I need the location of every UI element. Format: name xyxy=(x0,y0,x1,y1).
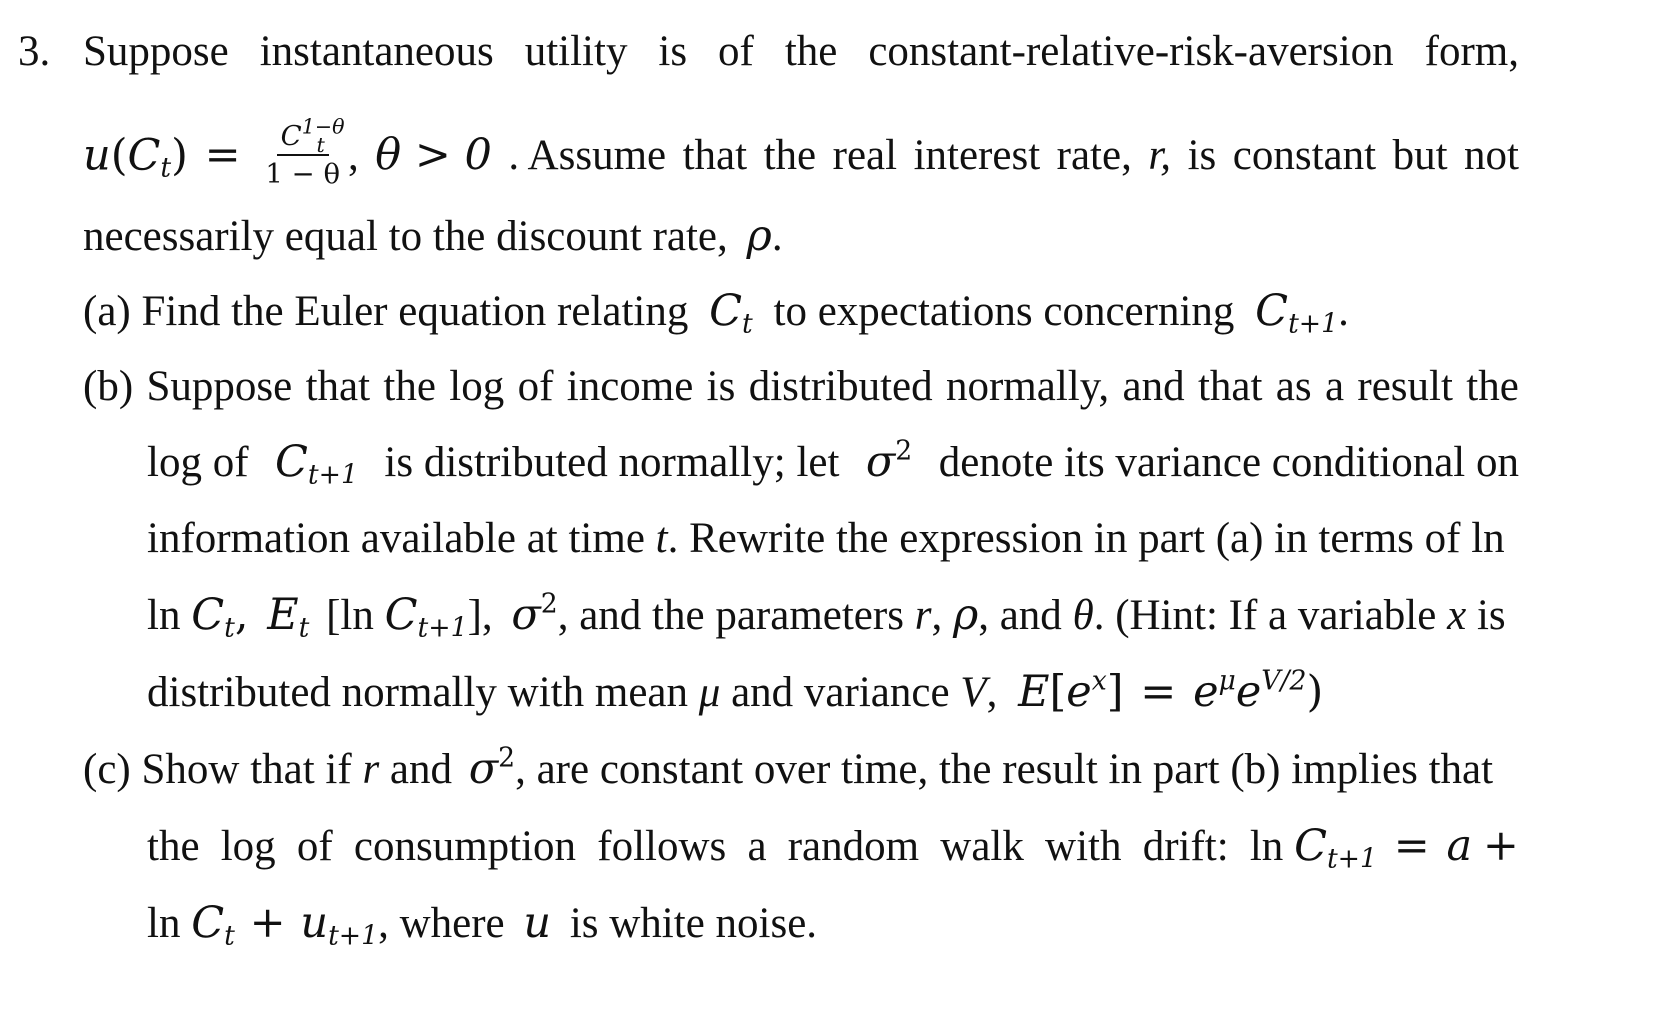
equals-sign: = xyxy=(204,130,241,181)
word: not xyxy=(1464,132,1519,180)
word: form, xyxy=(1424,28,1519,75)
word: utility xyxy=(524,28,628,75)
word: log xyxy=(220,823,276,870)
part-c-line-1: (c) Show that if r and $\sigma^2$, are constant over time, the result in part (b) implies that xyxy=(83,742,1494,794)
part-a-text: (a) Find the Euler equation relating xyxy=(83,288,689,335)
word: and xyxy=(1122,363,1185,410)
word: instantaneous xyxy=(259,28,494,75)
word: distributed xyxy=(748,363,933,410)
word: normally, xyxy=(945,363,1110,410)
word: is xyxy=(658,28,688,75)
intro-line-2 xyxy=(83,114,1519,193)
u-symbol: u xyxy=(83,130,111,181)
c-symbol: C xyxy=(1255,286,1289,336)
utility-function xyxy=(83,114,359,193)
expectation-symbol: E xyxy=(267,590,299,640)
t-variable: t xyxy=(655,515,668,562)
fraction-numerator: $C^{1-\theta}_t$ xyxy=(277,122,329,156)
word: that xyxy=(682,132,748,180)
word: of xyxy=(517,363,554,410)
crra-fraction xyxy=(261,114,345,190)
word: the xyxy=(763,132,817,180)
part-b-line-2-c: denote its variance conditional on xyxy=(938,439,1519,486)
intro-line-1 xyxy=(83,30,1519,73)
word: (b) xyxy=(83,363,134,410)
part-a: (a) Find the Euler equation relating $C_t$ to expectations concerning $C_{t+1}$. xyxy=(83,286,1349,340)
fraction-denominator: 1 − θ xyxy=(265,157,341,190)
word: the xyxy=(147,823,200,870)
word: Suppose xyxy=(83,28,229,75)
c-t-plus-1: $C_{t+1}$ xyxy=(275,437,358,491)
part-b-line-3-a: information available at time xyxy=(147,515,645,562)
word: interest xyxy=(913,132,1041,180)
paren-open: ( xyxy=(110,130,128,181)
word: is xyxy=(1187,132,1217,180)
comma: , xyxy=(348,132,359,180)
rho-symbol: ρ xyxy=(746,211,772,261)
word: that xyxy=(305,363,371,410)
hint-formula: $E[e^x] = e^\mu e^{V/2}$) xyxy=(1018,665,1324,717)
word: consumption xyxy=(353,823,577,870)
word: result xyxy=(1357,363,1453,410)
word: is xyxy=(706,363,736,410)
theta-condition: θ > 0 xyxy=(375,130,492,181)
word: the xyxy=(784,28,838,75)
random-walk-formula: $\ln C_{t+1} = a$ + xyxy=(1249,821,1519,875)
word: constant xyxy=(1232,132,1377,180)
sigma-squared: $\sigma^2$ xyxy=(865,435,913,487)
word: of xyxy=(296,823,333,870)
word: a xyxy=(1324,363,1345,410)
paren-close: ) xyxy=(171,130,188,181)
word: with xyxy=(1045,823,1122,870)
part-a-middle: to expectations concerning xyxy=(773,288,1235,335)
word: the xyxy=(1466,363,1519,410)
part-c-line-3: $\ln C_t + u_{t+1}$, where u is white noise. xyxy=(147,898,818,952)
part-b-line-3-b: . Rewrite the expression in part (a) in terms of ln xyxy=(667,515,1505,562)
t-subscript: t xyxy=(160,152,172,184)
part-b-line-4: $\ln C_t$, $E_t$ [ln $C_{t+1}$], $\sigma^2$, and the parameters r, ρ, and θ. (Hint: If a variable x is xyxy=(147,588,1506,644)
part-b-line-2 xyxy=(147,435,1519,491)
word: rate, xyxy=(1056,132,1132,180)
word: drift: xyxy=(1142,823,1229,870)
word: r, xyxy=(1148,132,1172,180)
word: . Assume xyxy=(508,132,667,180)
question-number xyxy=(18,30,50,73)
word: real xyxy=(832,132,898,180)
word: that xyxy=(1197,363,1263,410)
word: random xyxy=(787,823,920,870)
word: of xyxy=(718,28,754,75)
part-b-line-1 xyxy=(83,365,1519,408)
word: log xyxy=(449,363,505,410)
word: a xyxy=(747,823,767,870)
word: follows xyxy=(597,823,727,870)
word: walk xyxy=(940,823,1024,870)
c-symbol: C xyxy=(127,130,161,181)
word: Suppose xyxy=(146,363,293,410)
intro-line-3-text: necessarily equal to the discount rate, xyxy=(83,213,728,260)
part-c-line-2 xyxy=(147,821,1519,875)
question-number-text: 3. xyxy=(18,28,51,75)
part-b-line-3 xyxy=(147,517,1505,560)
word: as xyxy=(1275,363,1312,410)
word: income xyxy=(566,363,694,410)
part-b-line-2-a: log of xyxy=(147,439,249,486)
word: constant-relative-risk-aversion xyxy=(868,28,1394,75)
word: the xyxy=(383,363,436,410)
intro-line-3: necessarily equal to the discount rate, ρ. xyxy=(83,211,783,261)
word: but xyxy=(1392,132,1448,180)
part-b-line-5: distributed normally with mean μ and variance V, $E[e^x] = e^\mu e^{V/2}$) xyxy=(147,665,1324,717)
c-symbol: C xyxy=(709,286,743,336)
part-b-line-2-b: is distributed normally; let xyxy=(384,439,840,486)
